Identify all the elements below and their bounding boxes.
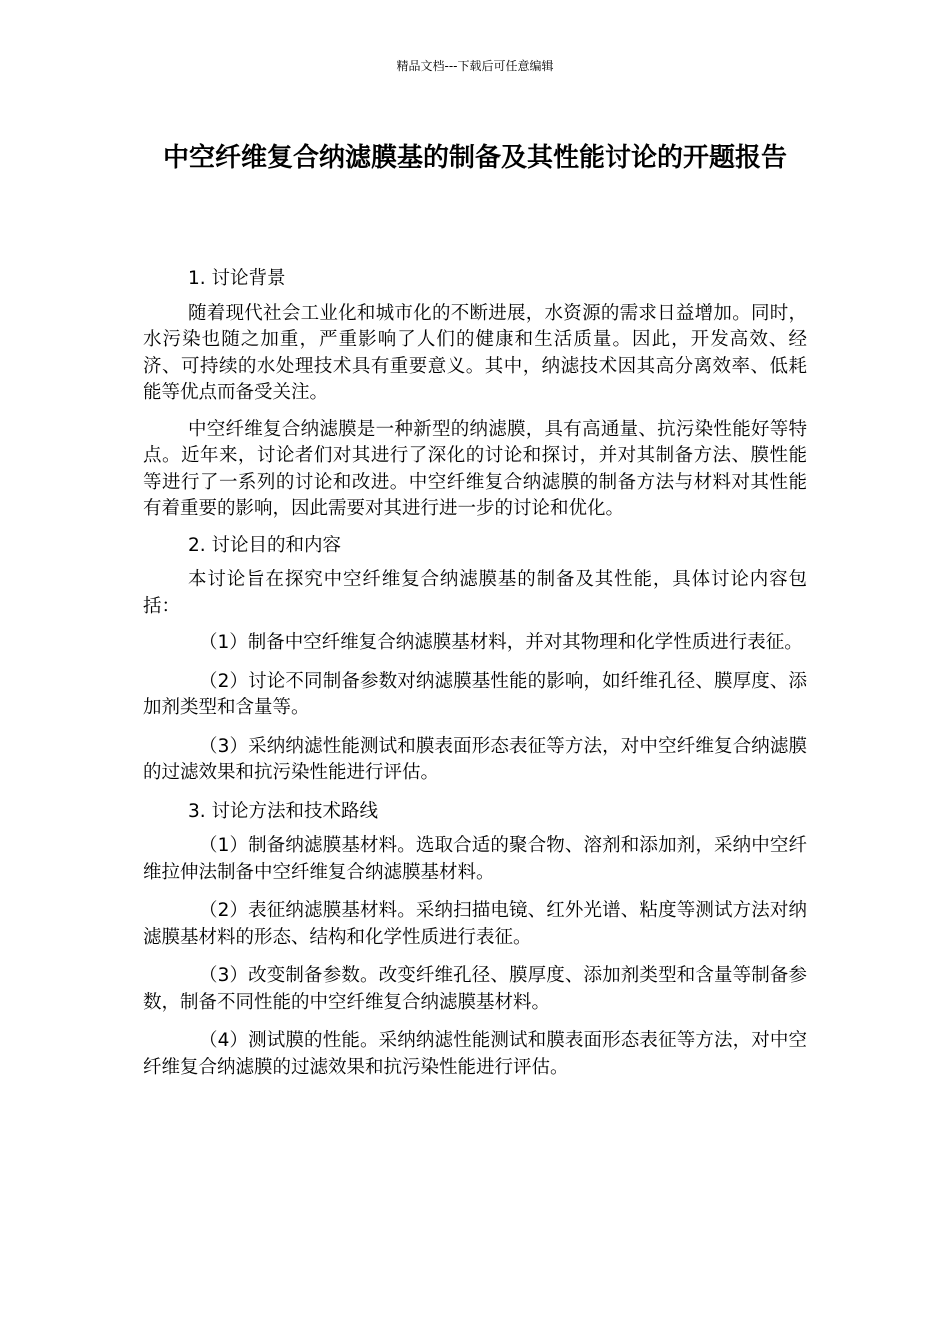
- list-item: （2）表征纳滤膜基材料。采纳扫描电镜、红外光谱、粘度等测试方法对纳滤膜基材料的形态、结构和化学性质进行表征。: [143, 900, 807, 948]
- list-item: （4）测试膜的性能。采纳纳滤性能测试和膜表面形态表征等方法，对中空纤维复合纳滤膜的过滤效果和抗污染性能进行评估。: [143, 1030, 807, 1078]
- list-item: （3）改变制备参数。改变纤维孔径、膜厚度、添加剂类型和含量等制备参数，制备不同性能的中空纤维复合纳滤膜基材料。: [143, 965, 807, 1013]
- page-header-note: 精品文档---下载后可任意编辑: [396, 59, 554, 73]
- section-objectives: [143, 533, 807, 787]
- section-methods: [143, 799, 807, 1082]
- section-heading: 1. 讨论背景: [188, 268, 286, 289]
- list-item: （1）制备中空纤维复合纳滤膜基材料，并对其物理和化学性质进行表征。: [199, 632, 803, 653]
- section-heading: 3. 讨论方法和技术路线: [188, 800, 379, 822]
- document-title: 中空纤维复合纳滤膜基的制备及其性能讨论的开题报告: [162, 143, 787, 173]
- list-item: （2）讨论不同制备参数对纳滤膜基性能的影响，如纤维孔径、膜厚度、添加剂类型和含量等。: [143, 670, 807, 718]
- section-background: [143, 266, 807, 523]
- paragraph: 随着现代社会工业化和城市化的不断进展，水资源的需求日益增加。同时，水污染也随之加重，严重影响了人们的健康和生活质量。因此，开发高效、经济、可持续的水处理技术具有重要意义。其中，纳滤技术因其高分离效率、低耗能等优点而备受关注。: [143, 302, 807, 403]
- list-item: （3）采纳纳滤性能测试和膜表面形态表征等方法，对中空纤维复合纳滤膜的过滤效果和抗污染性能进行评估。: [143, 735, 807, 783]
- paragraph: 本讨论旨在探究中空纤维复合纳滤膜基的制备及其性能，具体讨论内容包括：: [143, 569, 807, 617]
- document-body: [143, 266, 807, 1093]
- list-item: （1）制备纳滤膜基材料。选取合适的聚合物、溶剂和添加剂，采纳中空纤维拉伸法制备中空纤维复合纳滤膜基材料。: [143, 835, 807, 883]
- section-heading: 2. 讨论目的和内容: [188, 534, 342, 556]
- paragraph: 中空纤维复合纳滤膜是一种新型的纳滤膜，具有高通量、抗污染性能好等特点。近年来，讨论者们对其进行了深化的讨论和探讨，并对其制备方法、膜性能等进行了一系列的讨论和改进。中空纤维复合纳滤膜的制备方法与材料对其性能有着重要的影响，因此需要对其进行进一步的讨论和优化。: [143, 418, 807, 519]
